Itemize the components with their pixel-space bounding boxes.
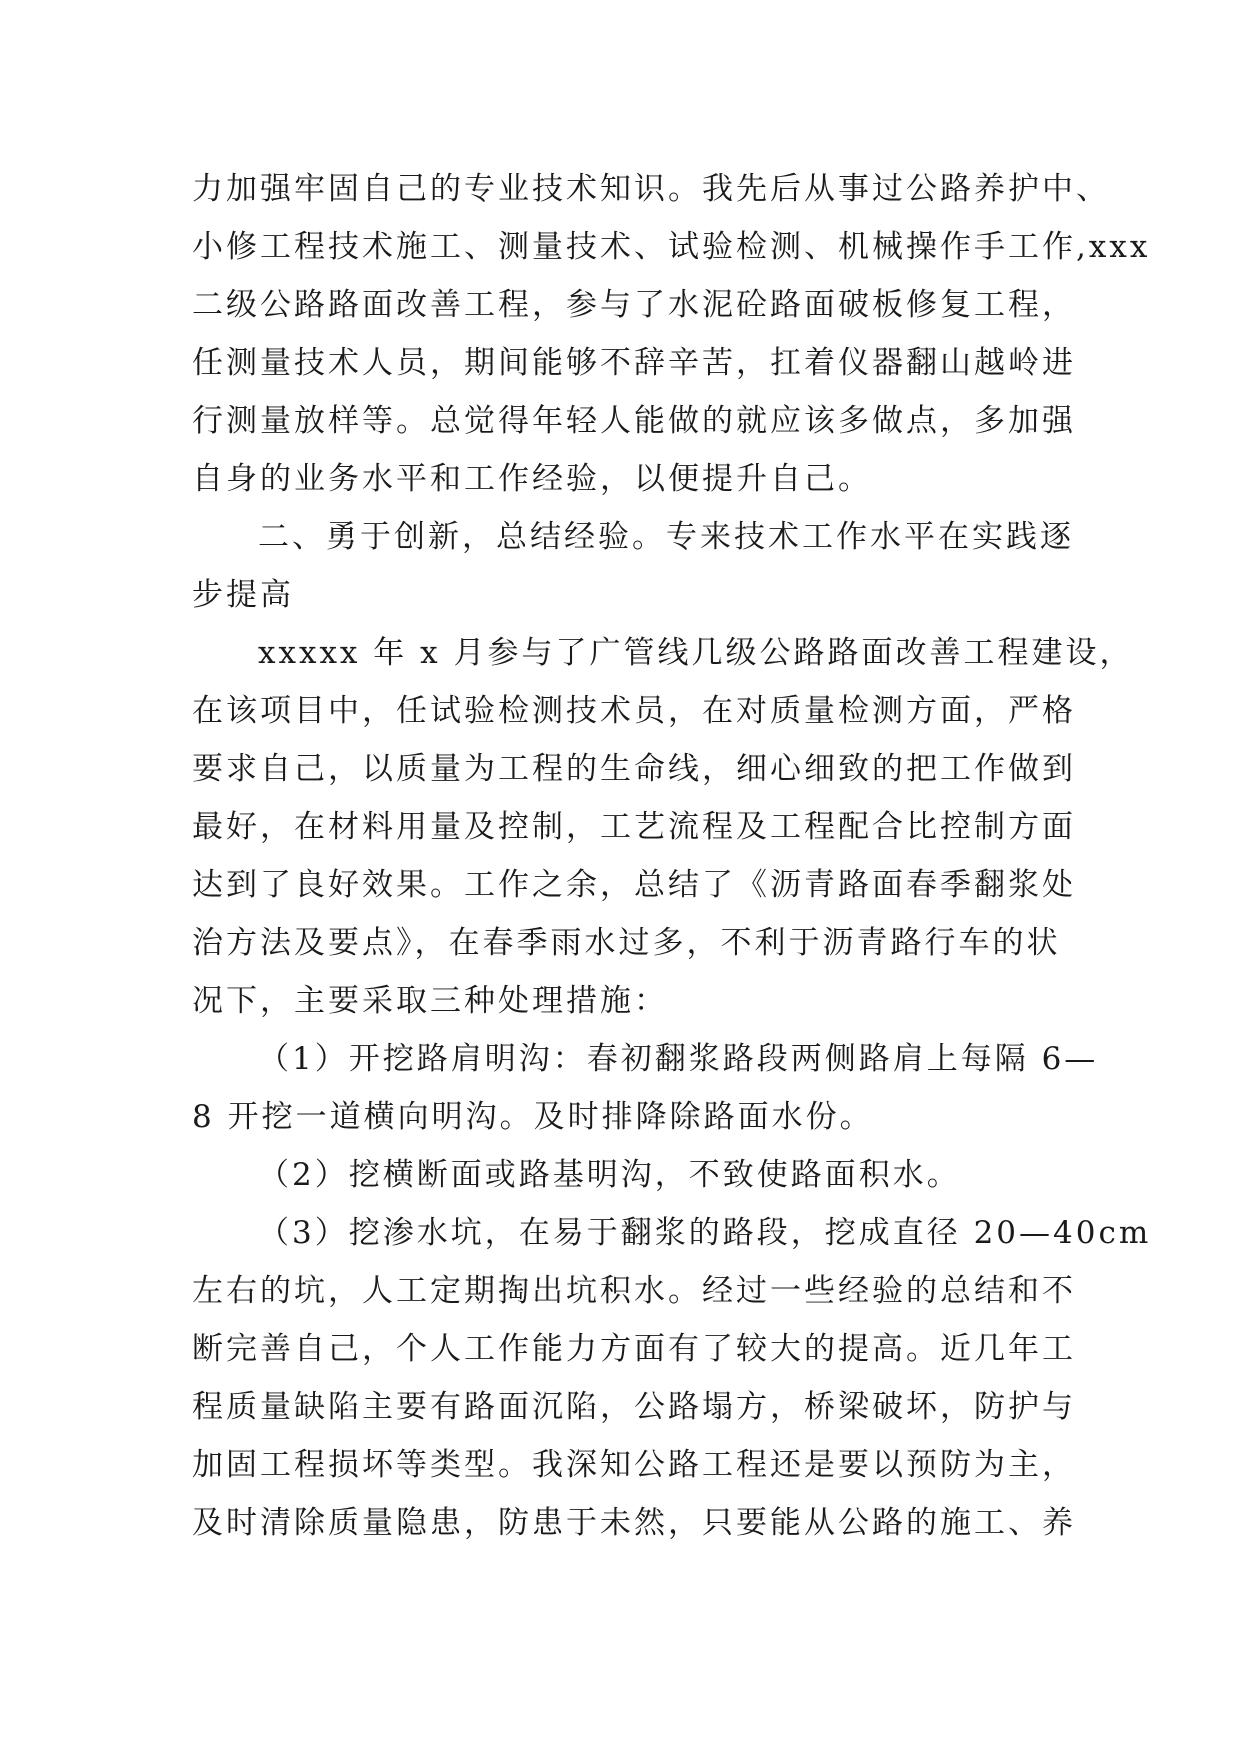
text-line-3: 二级公路路面改善工程，参与了水泥砼路面破板修复工程，: [192, 287, 1076, 323]
text-line-13: 达到了良好效果。工作之余，总结了《沥青路面春季翻浆处: [192, 867, 1076, 903]
text-line-4: 任测量技术人员，期间能够不辞辛苦，扛着仪器翻山越岭进: [192, 345, 1076, 381]
text-line-1: 力加强牢固自己的专业技术知识。我先后从事过公路养护中、: [192, 171, 1110, 207]
section-heading-2-continued: 步提高: [192, 577, 294, 613]
text-line-22: 程质量缺陷主要有路面沉陷，公路塌方，桥梁破坏，防护与: [192, 1389, 1076, 1425]
list-item-2: （2）挖横断面或路基明沟，不致使路面积水。: [258, 1157, 961, 1193]
list-item-1-continued: 8 开挖一道横向明沟。及时排降除路面水份。: [192, 1099, 874, 1135]
text-line-11: 要求自己，以质量为工程的生命线，细心细致的把工作做到: [192, 751, 1076, 787]
text-line-6: 自身的业务水平和工作经验，以便提升自己。: [192, 461, 872, 497]
text-line-21: 断完善自己，个人工作能力方面有了较大的提高。近几年工: [192, 1331, 1076, 1367]
list-item-1: （1）开挖路肩明沟：春初翻浆路段两侧路肩上每隔 6—: [258, 1041, 1099, 1077]
text-line-10: 在该项目中，任试验检测技术员，在对质量检测方面，严格: [192, 693, 1076, 729]
section-heading-2: 二、勇于创新，总结经验。专来技术工作水平在实践逐: [258, 519, 1074, 555]
text-line-23: 加固工程损坏等类型。我深知公路工程还是要以预防为主，: [192, 1447, 1076, 1483]
text-line-15: 况下，主要采取三种处理措施：: [192, 983, 668, 1019]
text-line-14: 治方法及要点》，在春季雨水过多，不利于沥青路行车的状: [192, 925, 1061, 961]
text-line-9: xxxxx 年 x 月参与了广管线几级公路路面改善工程建设，: [258, 635, 1134, 671]
text-line-20: 左右的坑，人工定期掏出坑积水。经过一些经验的总结和不: [192, 1273, 1076, 1309]
text-line-12: 最好，在材料用量及控制，工艺流程及工程配合比控制方面: [192, 809, 1076, 845]
text-line-5: 行测量放样等。总觉得年轻人能做的就应该多做点，多加强: [192, 403, 1076, 439]
document-body: [192, 160, 1152, 1552]
text-line-24: 及时清除质量隐患，防患于未然，只要能从公路的施工、养: [192, 1505, 1076, 1541]
text-line-2: 小修工程技术施工、测量技术、试验检测、机械操作手工作,xxx: [192, 229, 1151, 265]
list-item-3: （3）挖渗水坑，在易于翻浆的路段，挖成直径 20—40cm: [258, 1215, 1152, 1251]
